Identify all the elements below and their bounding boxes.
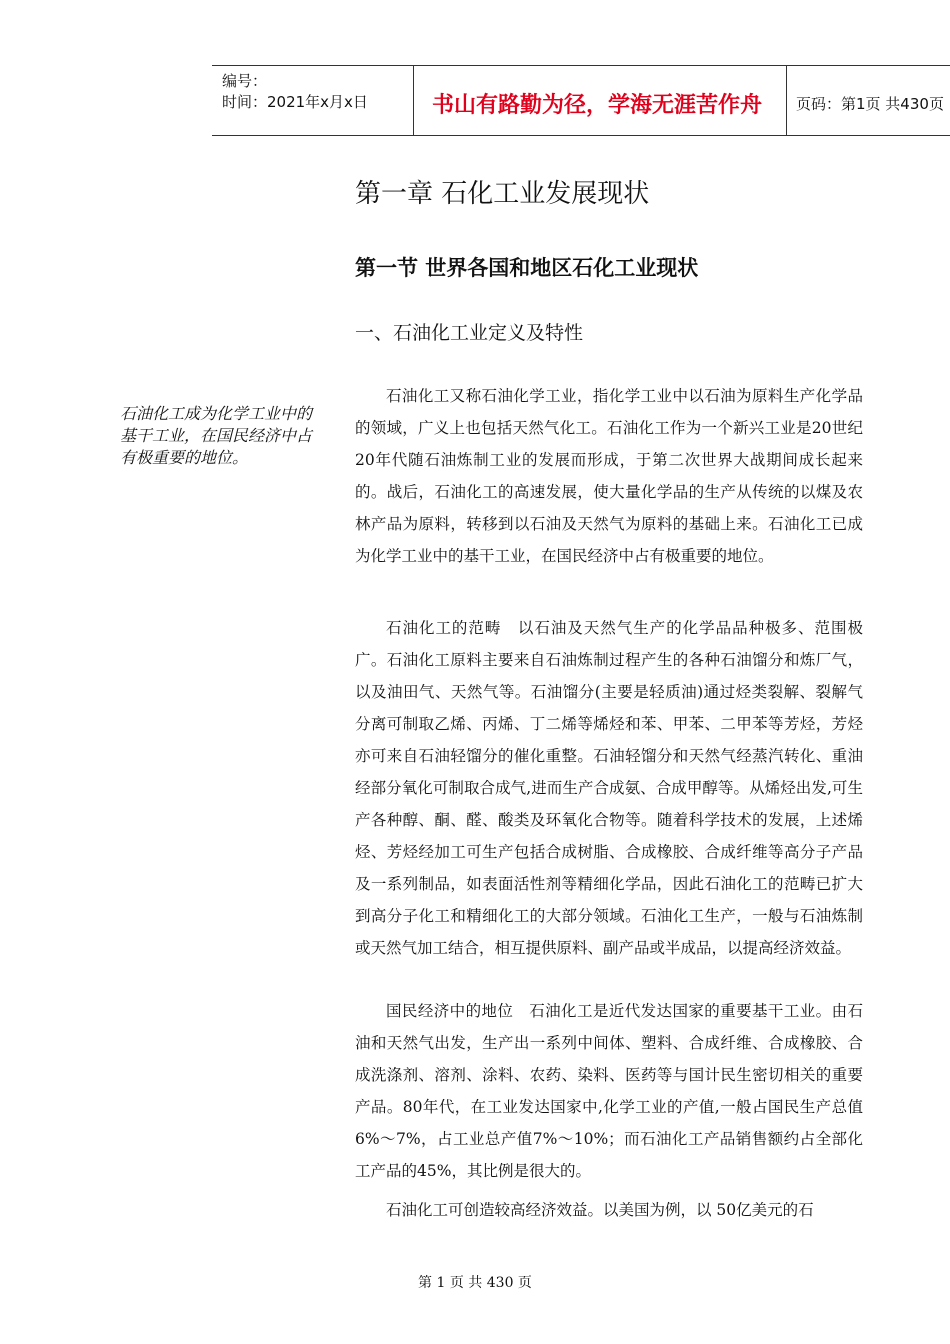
page-footer: 第 1 页 共 430 页	[418, 1275, 532, 1291]
header-divider-left	[413, 65, 414, 135]
header-motto: 书山有路勤为径，学海无涯苦作舟	[432, 93, 763, 118]
chapter-title: 第一章 石化工业发展现状	[355, 179, 650, 209]
body-paragraph: 国民经济中的地位 石油化工是近代发达国家的重要基干工业。由石油和天然气出发，生产出一系列中间体、塑料、合成纤维、合成橡胶、合成洗涤剂、溶剂、涂料、农药、染料、医药等与国计民生密切相关的重要产品。80年代，在工业发达国家中,化学工业的产值,一般占国民生产总值 6%～7%，占工业总产值7%～10%；而石油化工产品销售额约占全部化工产品的45%，其比例是很大的。	[355, 1002, 863, 1180]
section-title: 第一节 世界各国和地区石化工业现状	[355, 256, 699, 280]
header-top-rule	[212, 65, 950, 66]
body-paragraph: 石油化工又称石油化学工业，指化学工业中以石油为原料生产化学品的领域，广义上也包括天然气化工。石油化工作为一个新兴工业是20世纪20年代随石油炼制工业的发展而形成，于第二次世界大战期间成长起来的。战后，石油化工的高速发展，使大量化学品的生产从传统的以煤及农林产品为原料，转移到以石油及天然气为原料的基础上来。石油化工已成为化学工业中的基干工业，在国民经济中占有极重要的地位。	[355, 387, 863, 565]
body-paragraph: 石油化工的范畴 以石油及天然气生产的化学品品种极多、范围极广。石油化工原料主要来自石油炼制过程产生的各种石油馏分和炼厂气，以及油田气、天然气等。石油馏分(主要是轻质油)通过烃类裂解、裂解气分离可制取乙烯、丙烯、丁二烯等烯烃和苯、甲苯、二甲苯等芳烃，芳烃亦可来自石油轻馏分的催化重整。石油轻馏分和天然气经蒸汽转化、重油经部分氧化可制取合成气,进而生产合成氨、合成甲醇等。从烯烃出发,可生产各种醇、酮、醛、酸类及环氧化合物等。随着科学技术的发展，上述烯烃、芳烃经加工可生产包括合成树脂、合成橡胶、合成纤维等高分子产品及一系列制品，如表面活性剂等精细化学品，因此石油化工的范畴已扩大到高分子化工和精细化工的大部分领域。石油化工生产，一般与石油炼制或天然气加工结合，相互提供原料、副产品或半成品，以提高经济效益。	[355, 619, 863, 957]
margin-note: 石油化工成为化学工业中的基干工业，在国民经济中占有极重要的地位。	[120, 404, 313, 467]
header-bottom-rule	[212, 135, 950, 136]
body-paragraph: 石油化工可创造较高经济效益。以美国为例，以 50亿美元的石	[386, 1201, 814, 1219]
header-divider-right	[786, 65, 787, 135]
header-page-info: 页码：第1页 共430页	[796, 95, 944, 113]
time-label: 时间：2021年x月x日	[222, 93, 368, 111]
subsection-title: 一、石油化工业定义及特性	[355, 322, 584, 344]
serial-number-label: 编号：	[222, 72, 268, 90]
